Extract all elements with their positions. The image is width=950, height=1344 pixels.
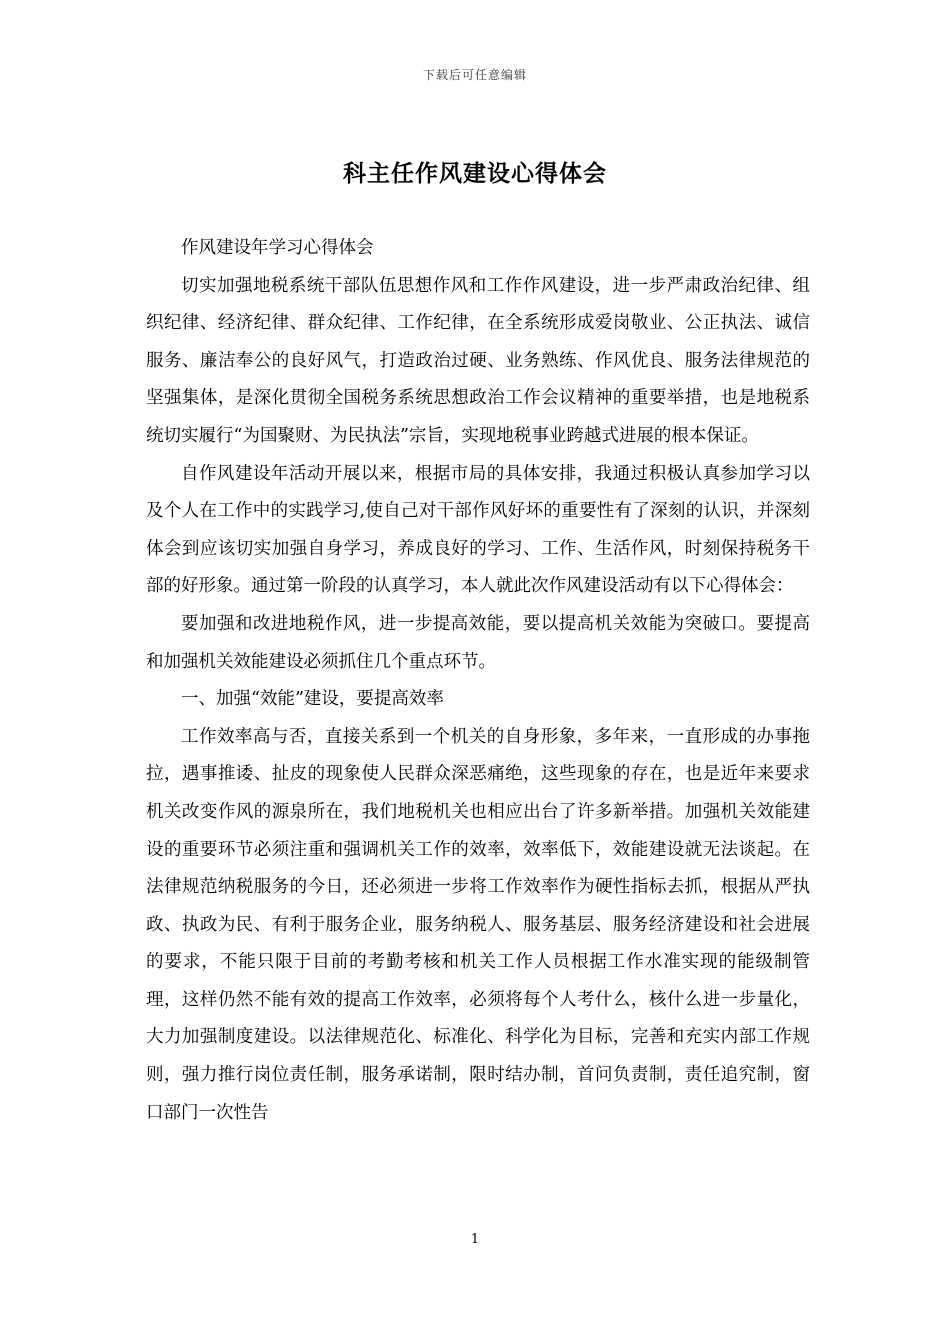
paragraph: 工作效率高与否，直接关系到一个机关的自身形象，多年来，一直形成的办事拖拉，遇事推诿、扯皮的现象使人民群众深恶痛绝，这些现象的存在，也是近年来要求机关改变作风的源泉所在，我们地税机关也相应出台了许多新举措。加强机关效能建设的重要环节必须注重和强调机关工作的效率，效率低下，效能建设就无法谈起。在法律规范纳税服务的今日，还必须进一步将工作效率作为硬性指标去抓，根据从严执政、执政为民、有利于服务企业，服务纳税人、服务基层、服务经济建设和社会进展的要求，不能只限于目前的考勤考核和机关工作人员根据工作水准实现的能级制管理，这样仍然不能有效的提高工作效率，必须将每个人考什么，核什么进一步量化，大力加强制度建设。以法律规范化、标准化、科学化为目标，完善和充实内部工作规则，强力推行岗位责任制，服务承诺制，限时结办制，首问负责制，责任追究制，窗口部门一次性告	[146, 726, 810, 1123]
section-heading: 一、加强“效能”建设，要提高效率	[181, 689, 444, 710]
document-body	[146, 230, 810, 1132]
paragraph-subtitle: 作风建设年学习心得体会	[181, 238, 374, 258]
paragraph: 切实加强地税系统干部队伍思想作风和工作作风建设，进一步严肃政治纪律、组织纪律、经济纪律、群众纪律、工作纪律，在全系统形成爱岗敬业、公正执法、诚信服务、廉洁奉公的良好风气，打造政治过硬、业务熟练、作风优良、服务法律规范的坚强集体，是深化贯彻全国税务系统思想政治工作会议精神的重要举措，也是地税系统切实履行“为国聚财、为民执法”宗旨，实现地税事业跨越式进展的根本保证。	[146, 275, 810, 446]
paragraph: 自作风建设年活动开展以来，根据市局的具体安排，我通过积极认真参加学习以及个人在工作中的实践学习,使自己对干部作风好坏的重要性有了深刻的认识，并深刻体会到应该切实加强自身学习，养成良好的学习、工作、生活作风，时刻保持税务干部的好形象。通过第一阶段的认真学习，本人就此次作风建设活动有以下心得体会：	[146, 463, 810, 597]
paragraph: 要加强和改进地税作风，进一步提高效能，要以提高机关效能为突破口。要提高和加强机关效能建设必须抓住几个重点环节。	[146, 613, 810, 672]
document-title: 科主任作风建设心得体会	[343, 160, 607, 187]
page-number: 1	[470, 1232, 480, 1247]
header-note: 下载后可任意编辑	[422, 68, 527, 82]
